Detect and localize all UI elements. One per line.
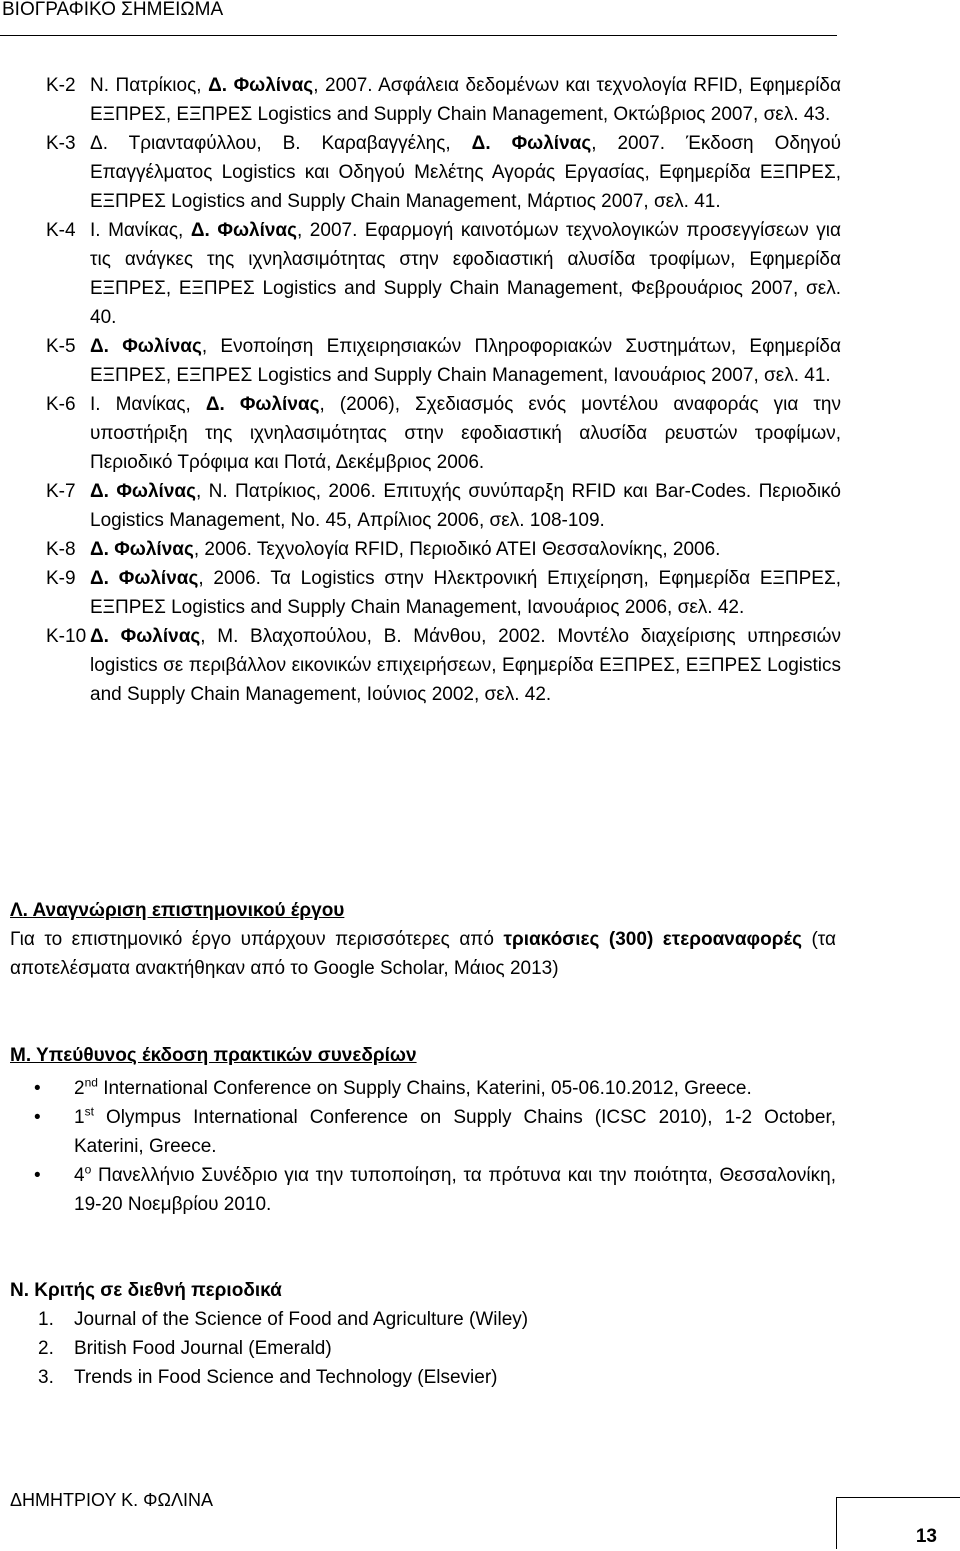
item-number: 2. (38, 1338, 54, 1359)
entry-details: , Μ. Βλαχοπούλου, Β. Μάνθου, 2002. Μοντέλο διαχείρισης υπηρεσιών logistics σε περιβάλλον εικονικών επιχειρήσεων, Εφημερίδα ΕΞΠΡΕΣ, ΕΞΠΡΕΣ Logistics and Supply Chain Management, Ιούνιος 2002, σελ. 42. (90, 626, 841, 705)
item-ordinal: st (84, 1104, 94, 1119)
entry-details: , 2007. Εφαρμογή καινοτόμων τεχνολογικών προσεγγίσεων για τις ανάγκες της ιχνηλασιμότητας στην εφοδιαστική αλυσίδα τροφίμων, Εφημερίδα ΕΞΠΡΕΣ, ΕΞΠΡΕΣ Logistics and Supply Chain Management, Φεβρουάριος 2007, σελ. 40. (90, 220, 841, 328)
footer-author: ΔΗΜΗΤΡΙΟΥ Κ. ΦΩΛΙΝΑ (10, 1490, 213, 1510)
entry-code: Κ-5 (46, 336, 76, 357)
entry-authors: Δ. Τριανταφύλλου, Β. Καραβαγγέλης, (90, 133, 472, 154)
page-number: 13 (915, 1526, 937, 1547)
list-item (10, 1305, 836, 1334)
header-divider (0, 35, 837, 36)
section-proceedings-editor (10, 1041, 836, 1219)
section-title: Ν. Κριτής σε διεθνή περιοδικά (10, 1280, 282, 1301)
item-number: 2 (74, 1078, 85, 1099)
entry-code: Κ-10 (46, 626, 87, 647)
item-text: International Conference on Supply Chains, Katerini, 05-06.10.2012, Greece. (97, 1078, 752, 1099)
entry-code: Κ-2 (46, 75, 76, 96)
entry-author-highlight: Δ. Φωλίνας (90, 568, 199, 589)
entry-authors: Ν. Πατρίκιος, (90, 75, 209, 96)
entry-details: , 2006. Τεχνολογία RFID, Περιοδικό ΑΤΕΙ Θεσσαλονίκης, 2006. (193, 539, 721, 560)
entry-code: Κ-9 (46, 568, 76, 589)
item-number: 4 (74, 1165, 85, 1186)
publication-entry (46, 332, 841, 390)
bullet-icon: • (34, 1107, 41, 1128)
entry-code: Κ-6 (46, 394, 76, 415)
publications-list (46, 71, 841, 709)
item-text: Trends in Food Science and Technology (Elsevier) (74, 1367, 498, 1388)
bullet-icon: • (34, 1078, 41, 1099)
page-header (0, 0, 960, 30)
entry-authors: Ι. Μανίκας, (90, 394, 206, 415)
item-text: Journal of the Science of Food and Agriculture (Wiley) (74, 1309, 529, 1330)
publication-entry (46, 564, 841, 622)
section-title: Μ. Υπεύθυνος έκδοση πρακτικών συνεδρίων (10, 1045, 417, 1066)
entry-author-highlight: Δ. Φωλίνας (190, 220, 297, 241)
list-item (10, 1334, 836, 1363)
entry-author-highlight: Δ. Φωλίνας (90, 626, 201, 647)
entry-code: Κ-4 (46, 220, 76, 241)
publication-entry (46, 535, 841, 564)
section-reviewer (10, 1276, 836, 1392)
item-number: 1 (74, 1107, 85, 1128)
publication-entry (46, 622, 841, 709)
recognition-source: (τα αποτελέσματα ανακτήθηκαν από το Google Scholar, Μάιος 2013) (10, 929, 837, 979)
entry-details: , 2006. Τα Logistics στην Ηλεκτρονική Επιχείρηση, Εφημερίδα ΕΞΠΡΕΣ, ΕΞΠΡΕΣ Logistics and Supply Chain Management, Ιανουάριος 2006, σελ. 42. (90, 568, 841, 618)
publication-entry (46, 477, 841, 535)
entry-code: Κ-8 (46, 539, 76, 560)
proceedings-list (10, 1074, 836, 1219)
item-text: Olympus International Conference on Supply Chains (ICSC 2010), 1-2 October, Katerini, Greece. (74, 1107, 836, 1157)
list-item (10, 1363, 836, 1392)
recognition-highlight: τριακόσιες (300) ετεροαναφορές (503, 929, 802, 950)
entry-author-highlight: Δ. Φωλίνας (471, 133, 592, 154)
publication-entry (46, 216, 841, 332)
entry-code: Κ-3 (46, 133, 76, 154)
section-title: Λ. Αναγνώριση επιστημονικού έργου (10, 900, 345, 921)
publication-entry (46, 129, 841, 216)
item-ordinal: nd (84, 1075, 98, 1090)
recognition-text: Για το επιστημονικό έργο υπάρχουν περισσότερες από (10, 929, 504, 950)
list-item (10, 1161, 836, 1219)
publication-entry (46, 390, 841, 477)
entry-details: , (2006), Σχεδιασμός ενός μοντέλου αναφοράς για την υποστήριξη της ιχνηλασιμότητας στην εφοδιαστική αλυσίδα ρευστών τροφίμων, Περιοδικό Τρόφιμα και Ποτά, Δεκέμβριος 2006. (90, 394, 841, 473)
item-number: 1. (38, 1309, 54, 1330)
entry-details: , 2007. Έκδοση Οδηγού Επαγγέλματος Logistics και Οδηγού Μελέτης Αγοράς Εργασίας, Εφημερίδα ΕΞΠΡΕΣ, ΕΞΠΡΕΣ Logistics and Supply Chain Management, Μάρτιος 2007, σελ. 41. (90, 133, 841, 212)
item-text: Πανελλήνιο Συνέδριο για την τυποποίηση, τα πρότυνα και την ποιότητα, Θεσσαλονίκη, 19-20 Νοεμβρίου 2010. (74, 1165, 836, 1215)
entry-author-highlight: Δ. Φωλίνας (90, 336, 202, 357)
item-text: British Food Journal (Emerald) (74, 1338, 332, 1359)
section-recognition (10, 896, 836, 983)
page-number-box (836, 1497, 960, 1549)
entry-author-highlight: Δ. Φωλίνας (90, 481, 196, 502)
journals-list (10, 1305, 836, 1392)
recognition-paragraph (10, 925, 836, 983)
entry-details: , 2007. Ασφάλεια δεδομένων και τεχνολογία RFID, Εφημερίδα ΕΞΠΡΕΣ, ΕΞΠΡΕΣ Logistics and Supply Chain Management, Οκτώβριος 2007, σελ. 43. (90, 75, 841, 125)
entry-author-highlight: Δ. Φωλίνας (90, 539, 194, 560)
entry-details: , Ενοποίηση Επιχειρησιακών Πληροφοριακών Συστημάτων, Εφημερίδα ΕΞΠΡΕΣ, ΕΞΠΡΕΣ Logistics and Supply Chain Management, Ιανουάριος 2007, σελ. 41. (90, 336, 841, 386)
entry-authors: Ι. Μανίκας, (90, 220, 191, 241)
entry-details: , Ν. Πατρίκιος, 2006. Επιτυχής συνύπαρξη RFID και Bar-Codes. Περιοδικό Logistics Management, No. 45, Απρίλιος 2006, σελ. 108-109. (90, 481, 841, 531)
bullet-icon: • (34, 1165, 41, 1186)
list-item (10, 1074, 836, 1103)
list-item (10, 1103, 836, 1161)
publication-entry (46, 71, 841, 129)
entry-author-highlight: Δ. Φωλίνας (205, 394, 320, 415)
entry-author-highlight: Δ. Φωλίνας (208, 75, 314, 96)
document-title: ΒΙΟΓΡΑΦΙΚΟ ΣΗΜΕΙΩΜΑ (2, 0, 224, 20)
item-ordinal: ο (84, 1162, 92, 1177)
entry-code: Κ-7 (46, 481, 76, 502)
item-number: 3. (38, 1367, 54, 1388)
